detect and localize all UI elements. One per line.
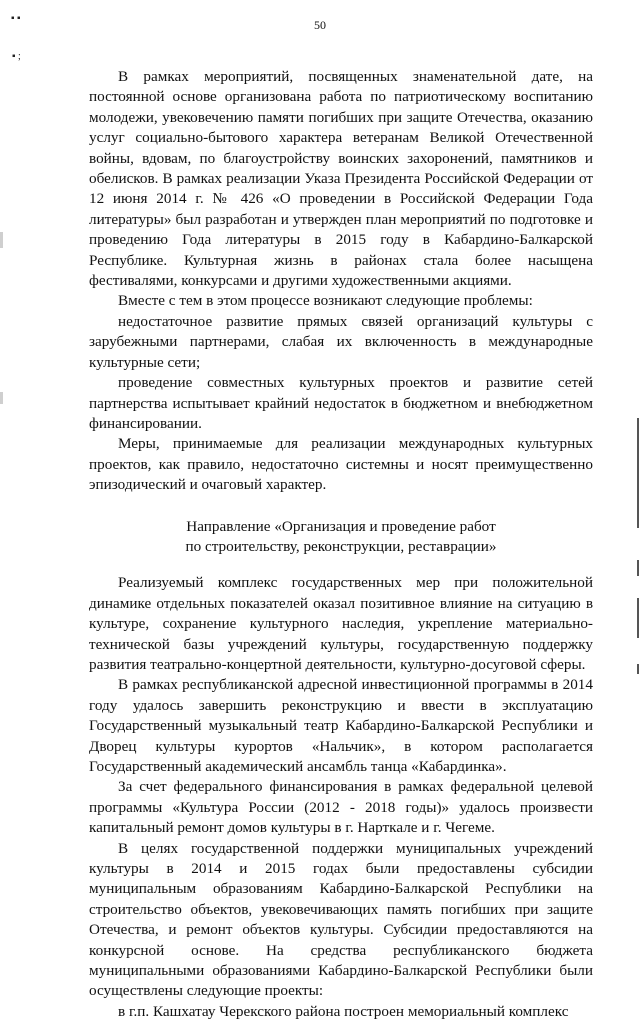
- scan-speck: ▪ ;: [12, 51, 21, 62]
- paragraph: недостаточное развитие прямых связей организаций культуры с зарубежными партнерами, слабая их включенность в международные культурные сети;: [89, 312, 593, 371]
- scan-edge-line: [0, 232, 3, 248]
- paragraph: Вместе с тем в этом процессе возникают следующие проблемы:: [118, 292, 533, 310]
- scan-edge-line: [637, 664, 639, 674]
- paragraph: В целях государственной поддержки муниципальных учреждений культуры в 2014 и 2015 годах были предоставлены субсидии муниципальным образованиям Кабардино-Балкарской Республики на строительство объектов, увековечивающих память погибших при защите Отечества, и ремонт объектов культуры. Субсидии предоставляются на конкурсной основе. На средства республиканского бюджета муниципальными образованиями Кабардино-Балкарской Республики были осуществлены следующие проекты:: [89, 839, 593, 1000]
- paragraph: Реализуемый комплекс государственных мер при положительной динамике отдельных показателей оказал позитивное влияние на ситуацию в культуре, сохранение культурного наследия, укрепление материально-технической базы учреждений культуры, государственную поддержку развития театрально-концертной деятельности, культурно-досуговой сферы.: [89, 574, 593, 673]
- section-heading: [89, 517, 593, 558]
- scan-edge-line: [637, 418, 639, 528]
- scan-speck: ▪ ▪: [11, 13, 21, 24]
- section-heading-line: по строительству, реконструкции, реставрации»: [185, 537, 497, 555]
- document-body: [89, 67, 593, 1022]
- paragraph: В рамках мероприятий, посвященных знаменательной дате, на постоянной основе организована работа по патриотическому воспитанию молодежи, увековечению памяти погибших при защите Отечества, оказанию услуг социально-бытового характера ветеранам Великой Отечественной войны, вдовам, по благоустройству воинских захоронений, памятников и обелисков. В рамках реализации Указа Президента Российской Федерации от 12 июня 2014 г. № 426 «О проведении в Российской Федерации Года литературы» был разработан и утвержден план мероприятий по подготовке и проведению Года литературы в 2015 году в Кабардино-Балкарской Республике. Культурная жизнь в районах стала более насыщена фестивалями, конкурсами и другими художественными акциями.: [89, 68, 593, 290]
- section-heading-line: Направление «Организация и проведение работ: [186, 517, 496, 535]
- scan-edge-line: [637, 560, 639, 576]
- paragraph: В рамках республиканской адресной инвестиционной программы в 2014 году удалось завершить реконструкцию и ввести в эксплуатацию Государственный музыкальный театр Кабардино-Балкарской Республики и Дворец культуры курортов «Нальчик», в котором располагается Государственный академический ансамбль танца «Кабардинка».: [89, 676, 593, 775]
- paragraph: проведение совместных культурных проектов и развитие сетей партнерства испытывает крайний недостаток в бюджетном и внебюджетном финансировании.: [89, 374, 593, 432]
- page-number: 50: [314, 18, 326, 32]
- scan-edge-line: [0, 392, 3, 404]
- paragraph: За счет федерального финансирования в рамках федеральной целевой программы «Культура России (2012 - 2018 годы)» удалось произвести капитальный ремонт домов культуры в г. Нарткале и г. Чегеме.: [89, 778, 593, 837]
- paragraph: в г.п. Кашхатау Черекского района построен мемориальный комплекс: [118, 1002, 569, 1020]
- paragraph: Меры, принимаемые для реализации международных культурных проектов, как правило, недостаточно системны и носят преимущественно эпизодический и очаговый характер.: [89, 435, 593, 494]
- scan-edge-line: [637, 598, 639, 638]
